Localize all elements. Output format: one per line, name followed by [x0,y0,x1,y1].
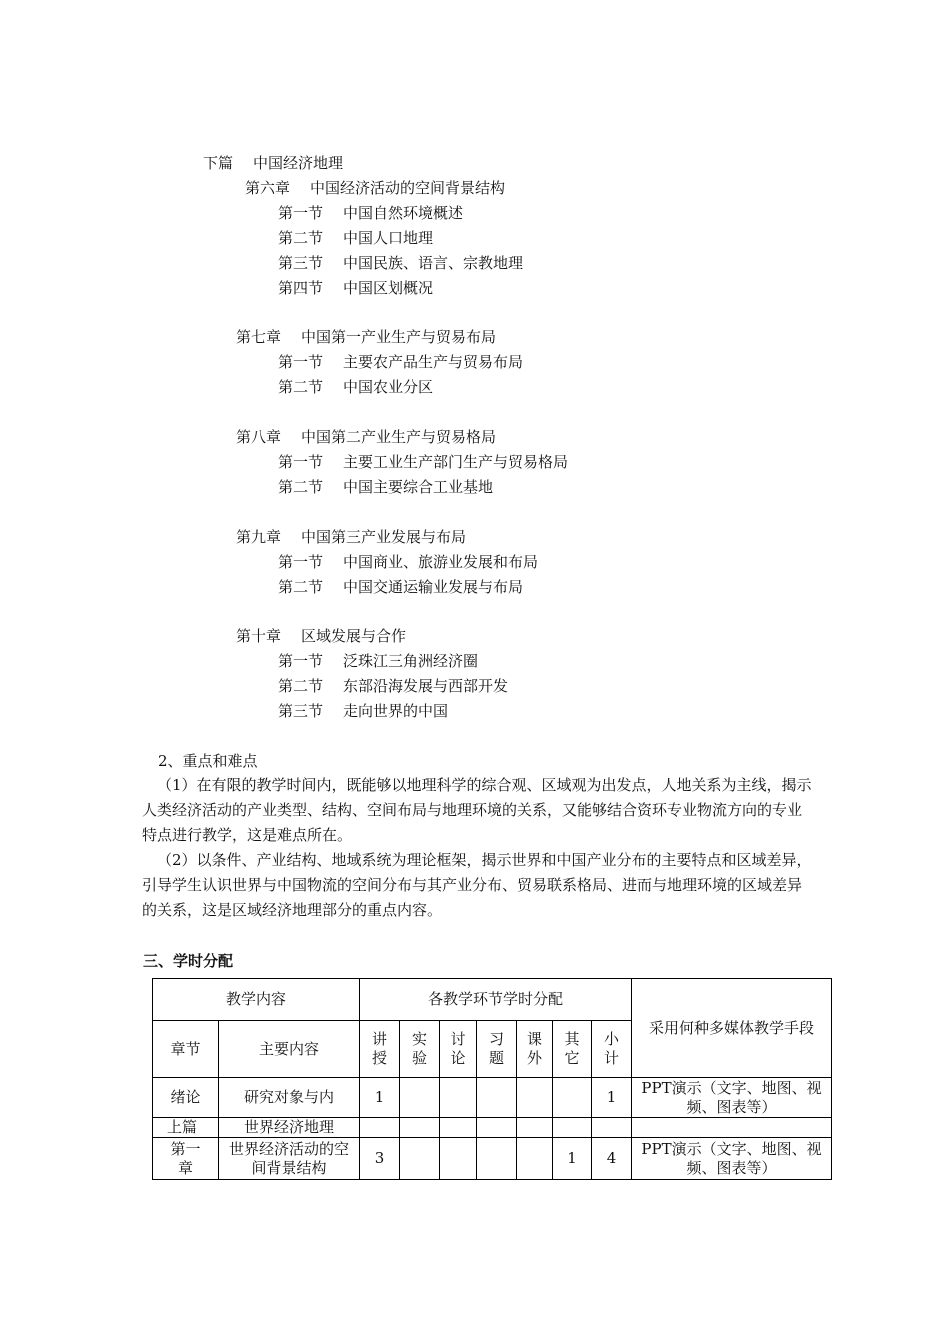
toc-section [278,552,538,572]
section-title: 中国自然环境概述 [343,204,464,222]
cell-other [553,1078,592,1118]
section-number: 第二节 [278,378,324,396]
chapter-title: 中国第二产业生产与贸易格局 [301,428,497,446]
toc-section [278,377,433,397]
chapter-title: 中国第一产业生产与贸易布局 [301,328,497,346]
cell-discussion [440,1078,477,1118]
cell-extracurricular [517,1078,553,1118]
toc-section [278,352,523,372]
cell-subtotal: 4 [592,1138,632,1180]
toc-chapter [236,427,496,447]
header-other: 其它 [553,1021,592,1078]
cell-other: 1 [553,1138,592,1180]
chapter-title: 区域发展与合作 [301,627,407,645]
cell-exercise [477,1078,517,1118]
cell-lecture [360,1118,400,1138]
chapter-title: 中国经济活动的空间背景结构 [310,179,506,197]
chapter-number: 第八章 [236,428,282,446]
table-row [153,1078,832,1118]
cell-chapter: 上篇 [153,1118,219,1138]
cell-exercise [477,1118,517,1138]
cell-media: PPT演示（文字、地图、视频、图表等） [632,1078,832,1118]
header-content: 教学内容 [153,979,360,1021]
toc-chapter [236,626,406,646]
toc-section [278,577,523,597]
toc-part [203,153,343,173]
cell-media: PPT演示（文字、地图、视频、图表等） [632,1138,832,1180]
section-number: 第三节 [278,702,324,720]
cell-extracurricular [517,1118,553,1138]
schedule-table [152,978,832,1180]
key-points-heading: 2、重点和难点 [158,752,258,770]
toc-section [278,278,433,298]
chapter-number: 第七章 [236,328,282,346]
header-media: 采用何种多媒体教学手段 [632,979,832,1078]
cell-experiment [400,1078,440,1118]
toc-section [278,253,523,273]
section-title: 东部沿海发展与西部开发 [343,677,509,695]
section-number: 第二节 [278,677,324,695]
header-discussion: 讨论 [440,1021,477,1078]
header-exercise: 习题 [477,1021,517,1078]
header-main: 主要内容 [219,1021,360,1078]
section-title: 中国区划概况 [343,279,434,297]
section-title: 主要农产品生产与贸易布局 [343,353,524,371]
section-title: 中国农业分区 [343,378,434,396]
toc-chapter [236,327,496,347]
cell-media [632,1118,832,1138]
cell-main: 研究对象与内 [219,1078,360,1118]
toc-section [278,228,433,248]
cell-main: 世界经济地理 [219,1118,360,1138]
toc-section [278,651,478,671]
chapter-number: 第六章 [245,179,291,197]
cell-chapter: 绪论 [153,1078,219,1118]
section-number: 第三节 [278,254,324,272]
cell-subtotal: 1 [592,1078,632,1118]
cell-discussion [440,1118,477,1138]
toc-section [278,203,463,223]
section-number: 第一节 [278,353,324,371]
section-number: 第二节 [278,578,324,596]
section-number: 第一节 [278,453,324,471]
section-number: 第四节 [278,279,324,297]
section-title: 泛珠江三角洲经济圈 [343,652,479,670]
cell-other [553,1118,592,1138]
toc-section [278,676,508,696]
cell-experiment [400,1138,440,1180]
key-points-paragraph-1: （1）在有限的教学时间内，既能够以地理科学的综合观、区域观为出发点，人地关系为主线，揭示人类经济活动的产业类型、结构、空间布局与地理环境的关系，又能够结合资环专业物流方向的专业特点进行教学，这是难点所在。 [142,776,812,844]
toc-chapter [245,178,505,198]
header-experiment: 实验 [400,1021,440,1078]
toc-section [278,452,568,472]
cell-subtotal [592,1118,632,1138]
section-number: 第一节 [278,553,324,571]
key-points-body [142,773,812,923]
cell-main: 世界经济活动的空间背景结构 [219,1138,360,1180]
cell-experiment [400,1118,440,1138]
section-number: 第二节 [278,229,324,247]
toc-part-title: 中国经济地理 [253,154,344,172]
header-subtotal: 小计 [592,1021,632,1078]
header-extracurricular: 课外 [517,1021,553,1078]
table-row [153,1118,832,1138]
chapter-title: 中国第三产业发展与布局 [301,528,467,546]
section-number: 第二节 [278,478,324,496]
schedule-heading: 三、学时分配 [143,952,234,970]
header-chapter: 章节 [153,1021,219,1078]
header-allocation: 各教学环节学时分配 [360,979,632,1021]
toc-chapter [236,527,466,547]
toc-part-number: 下篇 [203,154,234,172]
cell-chapter: 第一章 [153,1138,219,1180]
section-title: 中国民族、语言、宗教地理 [343,254,524,272]
chapter-number: 第十章 [236,627,282,645]
section-title: 走向世界的中国 [343,702,449,720]
section-title: 中国商业、旅游业发展和布局 [343,553,539,571]
key-points-paragraph-2: （2）以条件、产业结构、地域系统为理论框架，揭示世界和中国产业分布的主要特点和区域差异，引导学生认识世界与中国物流的空间分布与其产业分布、贸易联系格局、进而与地理环境的区域差异的关系，这是区域经济地理部分的重点内容。 [142,851,812,919]
cell-exercise [477,1138,517,1180]
cell-discussion [440,1138,477,1180]
header-lecture: 讲授 [360,1021,400,1078]
cell-lecture: 3 [360,1138,400,1180]
section-title: 中国交通运输业发展与布局 [343,578,524,596]
section-title: 中国人口地理 [343,229,434,247]
section-number: 第一节 [278,204,324,222]
cell-lecture: 1 [360,1078,400,1118]
toc-section [278,477,493,497]
toc-section [278,701,448,721]
section-title: 中国主要综合工业基地 [343,478,494,496]
chapter-number: 第九章 [236,528,282,546]
section-title: 主要工业生产部门生产与贸易格局 [343,453,569,471]
table-header-row [153,979,832,1021]
cell-extracurricular [517,1138,553,1180]
table-row [153,1138,832,1180]
section-number: 第一节 [278,652,324,670]
